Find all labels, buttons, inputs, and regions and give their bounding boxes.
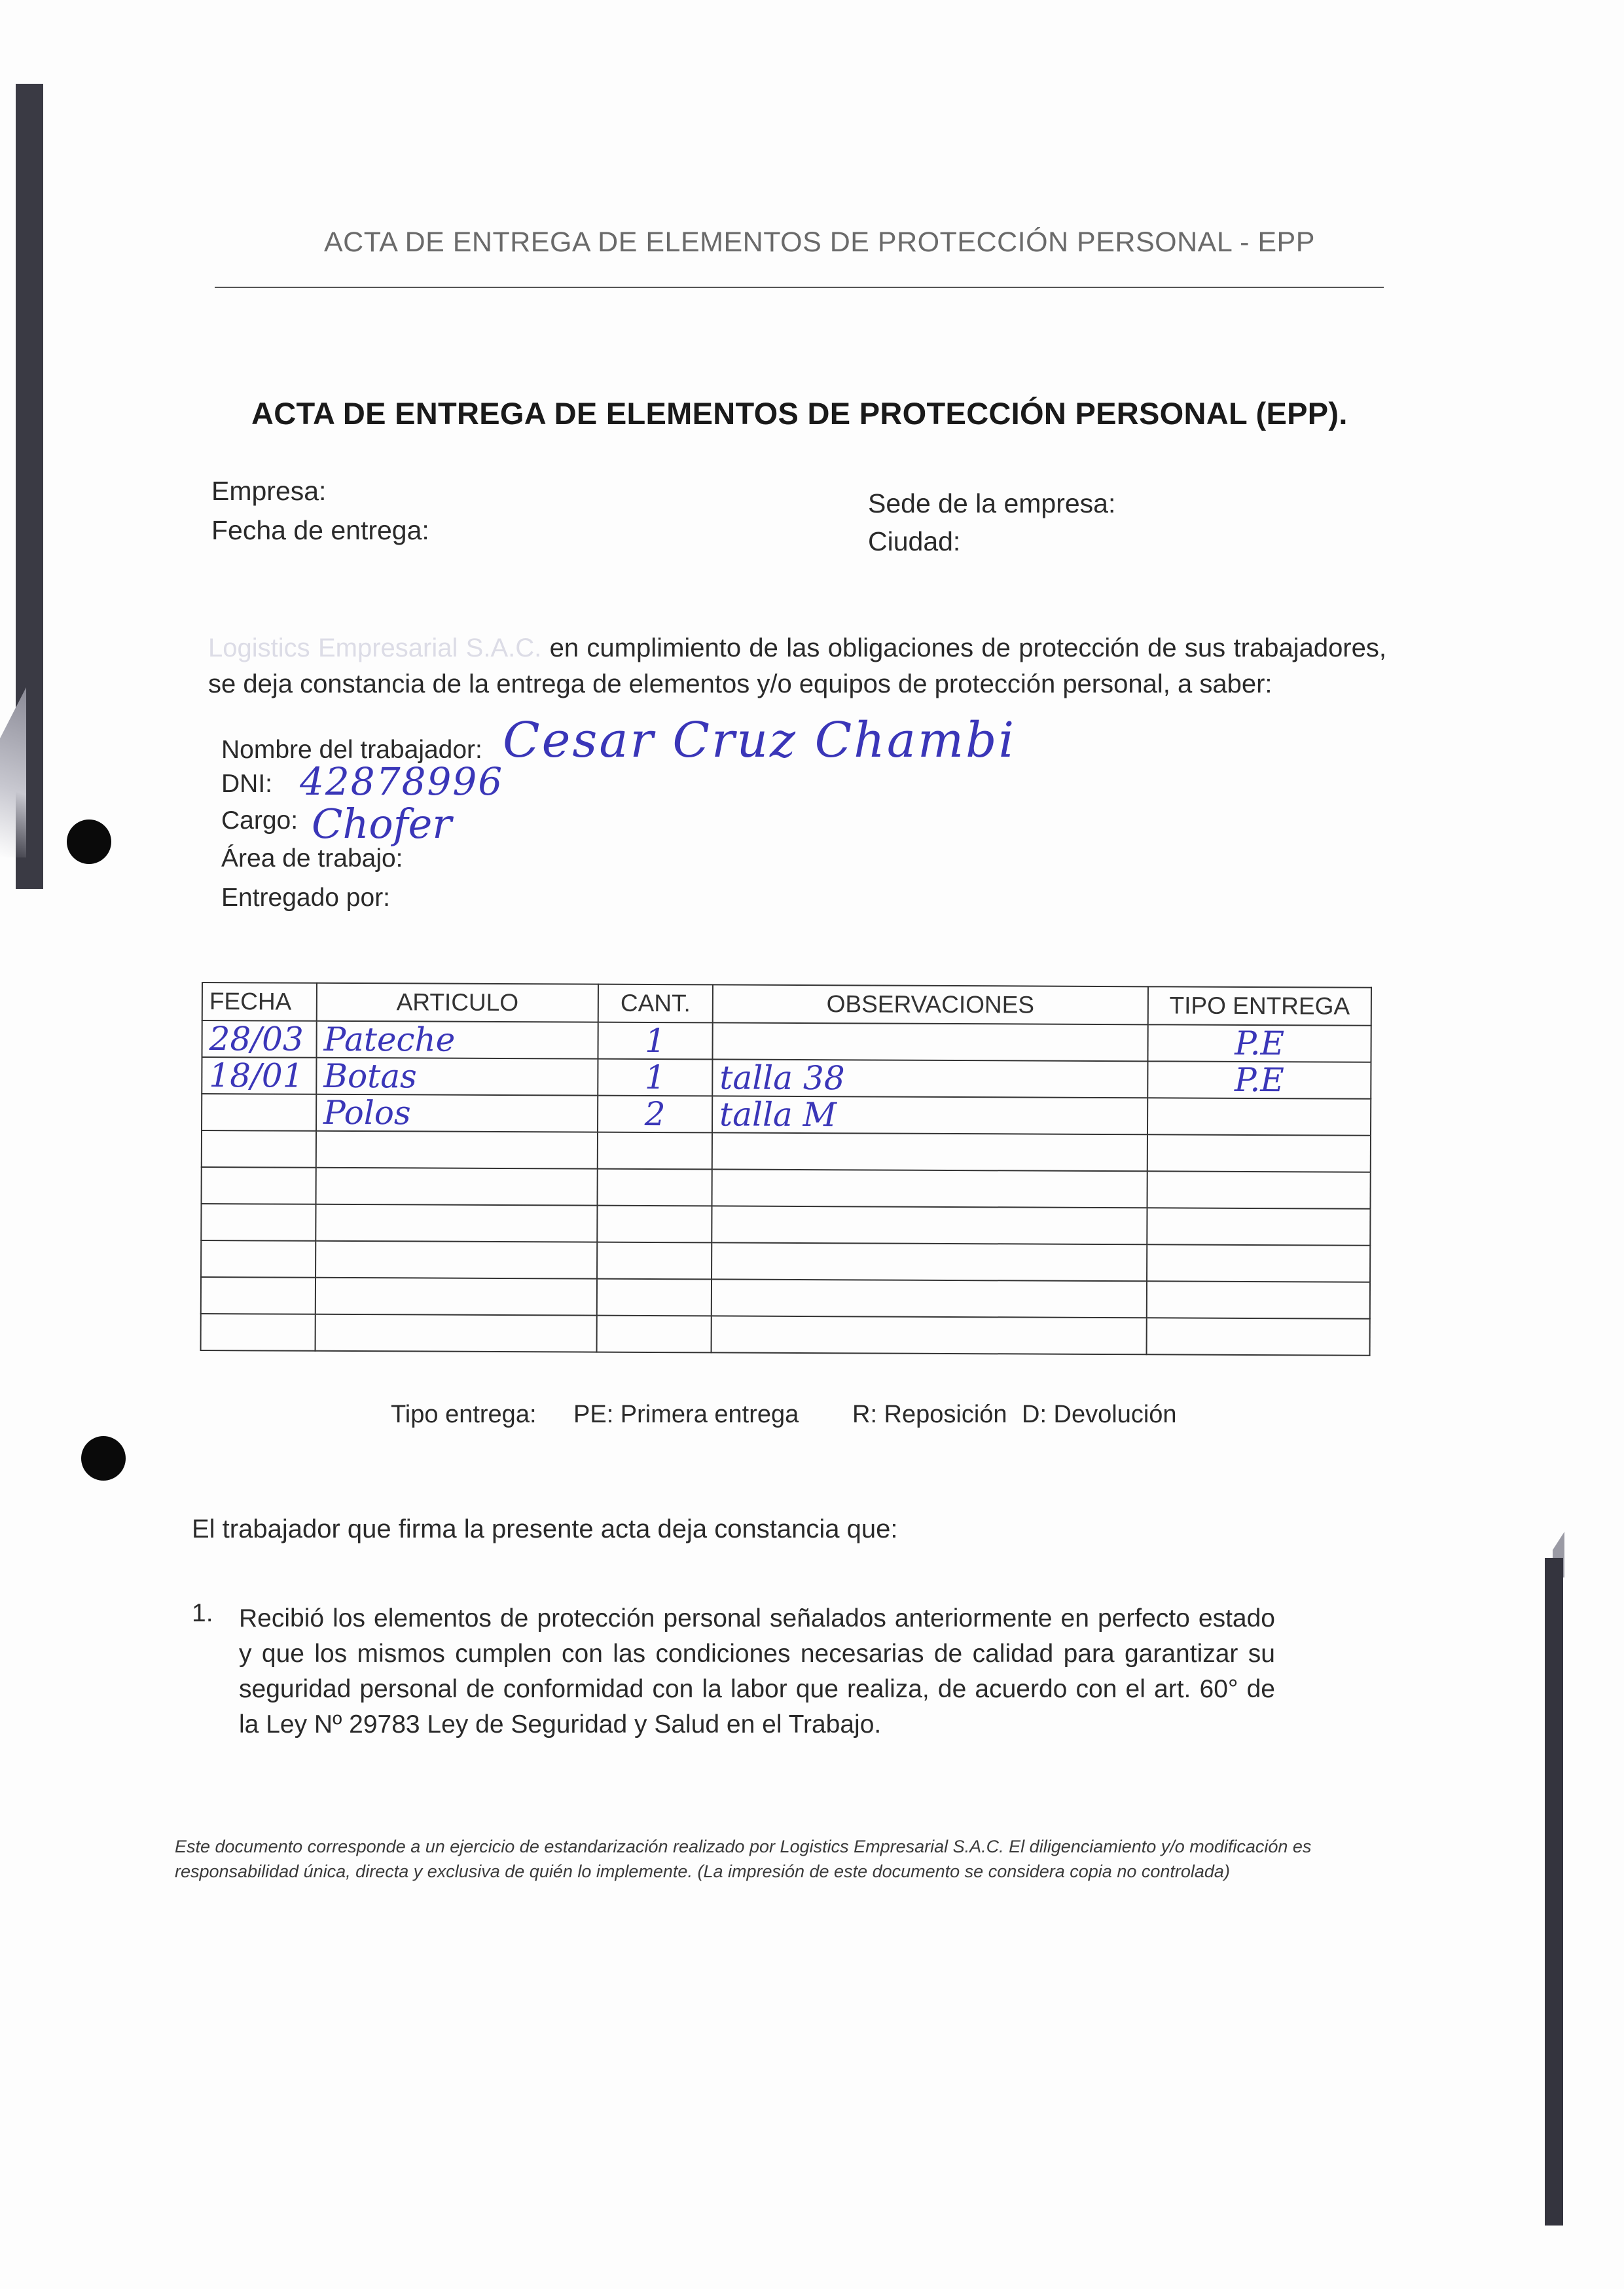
footer-disclaimer: Este documento corresponde a un ejercicio de estandarización realizado por Logistics Empresarial S.A.C. El diligenciamiento y/o modificación es responsabilidad única, directa y exclusiva de quién lo implemente. (La impresión de este documento se considera copia no controlada): [175, 1837, 1312, 1881]
cell-fecha: 28/03: [202, 1020, 316, 1058]
cell-articulo: [316, 1168, 598, 1206]
col-header-cant: CANT.: [598, 984, 713, 1023]
scan-edge-right: [1545, 1558, 1563, 2226]
statement-item-number: 1.: [192, 1599, 213, 1627]
cell-fecha: [202, 1130, 316, 1168]
col-header-observaciones: OBSERVACIONES: [713, 984, 1148, 1024]
cell-articulo: [316, 1278, 597, 1316]
sede-label: Sede de la empresa:: [868, 488, 1116, 518]
table-row: [202, 1094, 1371, 1136]
cell-articulo: Polos: [316, 1094, 598, 1132]
cell-observaciones: [712, 1316, 1147, 1354]
cell-observaciones: [712, 1206, 1147, 1244]
cargo-value-handwritten: Chofer: [312, 800, 452, 848]
area-label: Área de trabajo:: [221, 844, 403, 873]
legend-reposicion: R: Reposición: [852, 1401, 1007, 1428]
cell-fecha: [201, 1314, 316, 1351]
cell-fecha: [201, 1277, 316, 1314]
table-row: [202, 1167, 1371, 1209]
cargo-label: Cargo:: [221, 806, 298, 835]
table-row: [202, 1057, 1371, 1099]
cell-tipo-entrega: P.E: [1147, 1024, 1371, 1062]
header-title: ACTA DE ENTREGA DE ELEMENTOS DE PROTECCIÓN PERSONAL - EPP: [324, 226, 1315, 258]
col-header-articulo: ARTICULO: [317, 983, 598, 1022]
cell-fecha: [202, 1167, 316, 1204]
cell-cant: [597, 1279, 712, 1316]
dni-value-handwritten: 42878996: [300, 759, 504, 804]
cell-observaciones: [712, 1022, 1147, 1061]
fecha-entrega-label: Fecha de entrega:: [211, 515, 429, 545]
cell-cant: [597, 1316, 712, 1353]
col-header-tipo-entrega: TIPO ENTREGA: [1148, 986, 1371, 1025]
cell-cant: [598, 1169, 712, 1206]
entregado-label: Entregado por:: [221, 884, 391, 912]
cell-articulo: [316, 1131, 598, 1169]
punch-hole-top: [67, 820, 111, 864]
table-header-row: [202, 982, 1371, 1026]
punch-hole-bottom: [81, 1436, 126, 1481]
cell-observaciones: [712, 1242, 1147, 1281]
table-row: [201, 1314, 1370, 1356]
table-row: [201, 1277, 1370, 1319]
statement-intro: El trabajador que firma la presente acta deja constancia que:: [192, 1515, 898, 1543]
col-header-fecha: FECHA: [202, 982, 317, 1021]
cell-observaciones: talla 38: [712, 1059, 1147, 1098]
table-row: [201, 1240, 1370, 1282]
header-divider: [215, 287, 1384, 288]
company-name: Logistics Empresarial S.A.C.: [208, 634, 542, 662]
cell-tipo-entrega: [1147, 1318, 1370, 1355]
table-row: [202, 1130, 1371, 1172]
cell-articulo: [316, 1314, 597, 1352]
empresa-label: Empresa:: [211, 476, 327, 506]
nombre-label: Nombre del trabajador:: [221, 736, 482, 764]
nombre-value-handwritten: Cesar Cruz Chambi: [503, 712, 1017, 768]
cell-observaciones: [712, 1169, 1147, 1208]
cell-cant: 2: [598, 1096, 712, 1133]
cell-cant: 1: [598, 1059, 712, 1096]
cell-observaciones: talla M: [712, 1096, 1147, 1134]
cell-tipo-entrega: [1147, 1281, 1370, 1318]
ciudad-label: Ciudad:: [868, 526, 961, 556]
cell-cant: [597, 1242, 712, 1280]
cell-observaciones: [712, 1132, 1147, 1171]
cell-cant: [597, 1206, 712, 1243]
table-row: [202, 1020, 1371, 1062]
legend-devolucion: D: Devolución: [1022, 1401, 1177, 1428]
dni-label: DNI:: [221, 770, 272, 798]
cell-cant: [598, 1132, 712, 1170]
intro-text: en cumplimiento de las obligaciones de protección de sus trabajadores, se deja constancia de la entrega de elementos y/o equipos de protección personal, a saber:: [208, 634, 1386, 698]
cell-cant: 1: [598, 1022, 712, 1060]
cell-tipo-entrega: [1147, 1171, 1371, 1208]
intro-paragraph: [208, 630, 1386, 702]
statement-item-text: Recibió los elementos de protección personal señalados anteriormente en perfecto estado y que los mismos cumplen con las condiciones necesarias de calidad para garantizar su seguridad personal de conformidad con la labor que realiza, de acuerdo con el art. 60° de la Ley Nº 29783 Ley de Seguridad y Salud en el Trabajo.: [239, 1604, 1275, 1739]
cell-fecha: [201, 1240, 316, 1278]
cell-tipo-entrega: P.E: [1147, 1061, 1371, 1098]
cell-observaciones: [712, 1279, 1147, 1318]
cell-fecha: [202, 1094, 316, 1131]
cell-articulo: Botas: [316, 1058, 598, 1096]
document-title: ACTA DE ENTREGA DE ELEMENTOS DE PROTECCIÓN PERSONAL (EPP).: [251, 396, 1348, 431]
tipo-entrega-legend-label: Tipo entrega:: [391, 1401, 537, 1428]
cell-fecha: [201, 1204, 316, 1241]
cell-tipo-entrega: [1147, 1134, 1371, 1172]
cell-articulo: [316, 1204, 597, 1242]
legend-primera-entrega: PE: Primera entrega: [573, 1401, 799, 1428]
table-row: [201, 1204, 1370, 1246]
cell-tipo-entrega: [1147, 1098, 1371, 1135]
cell-fecha: 18/01: [202, 1057, 316, 1094]
epp-delivery-table: [200, 982, 1372, 1356]
cell-articulo: Pateche: [316, 1021, 598, 1059]
scan-edge-left-shadow: [0, 687, 26, 857]
cell-articulo: [316, 1241, 597, 1279]
cell-tipo-entrega: [1147, 1208, 1370, 1245]
cell-tipo-entrega: [1147, 1244, 1370, 1282]
